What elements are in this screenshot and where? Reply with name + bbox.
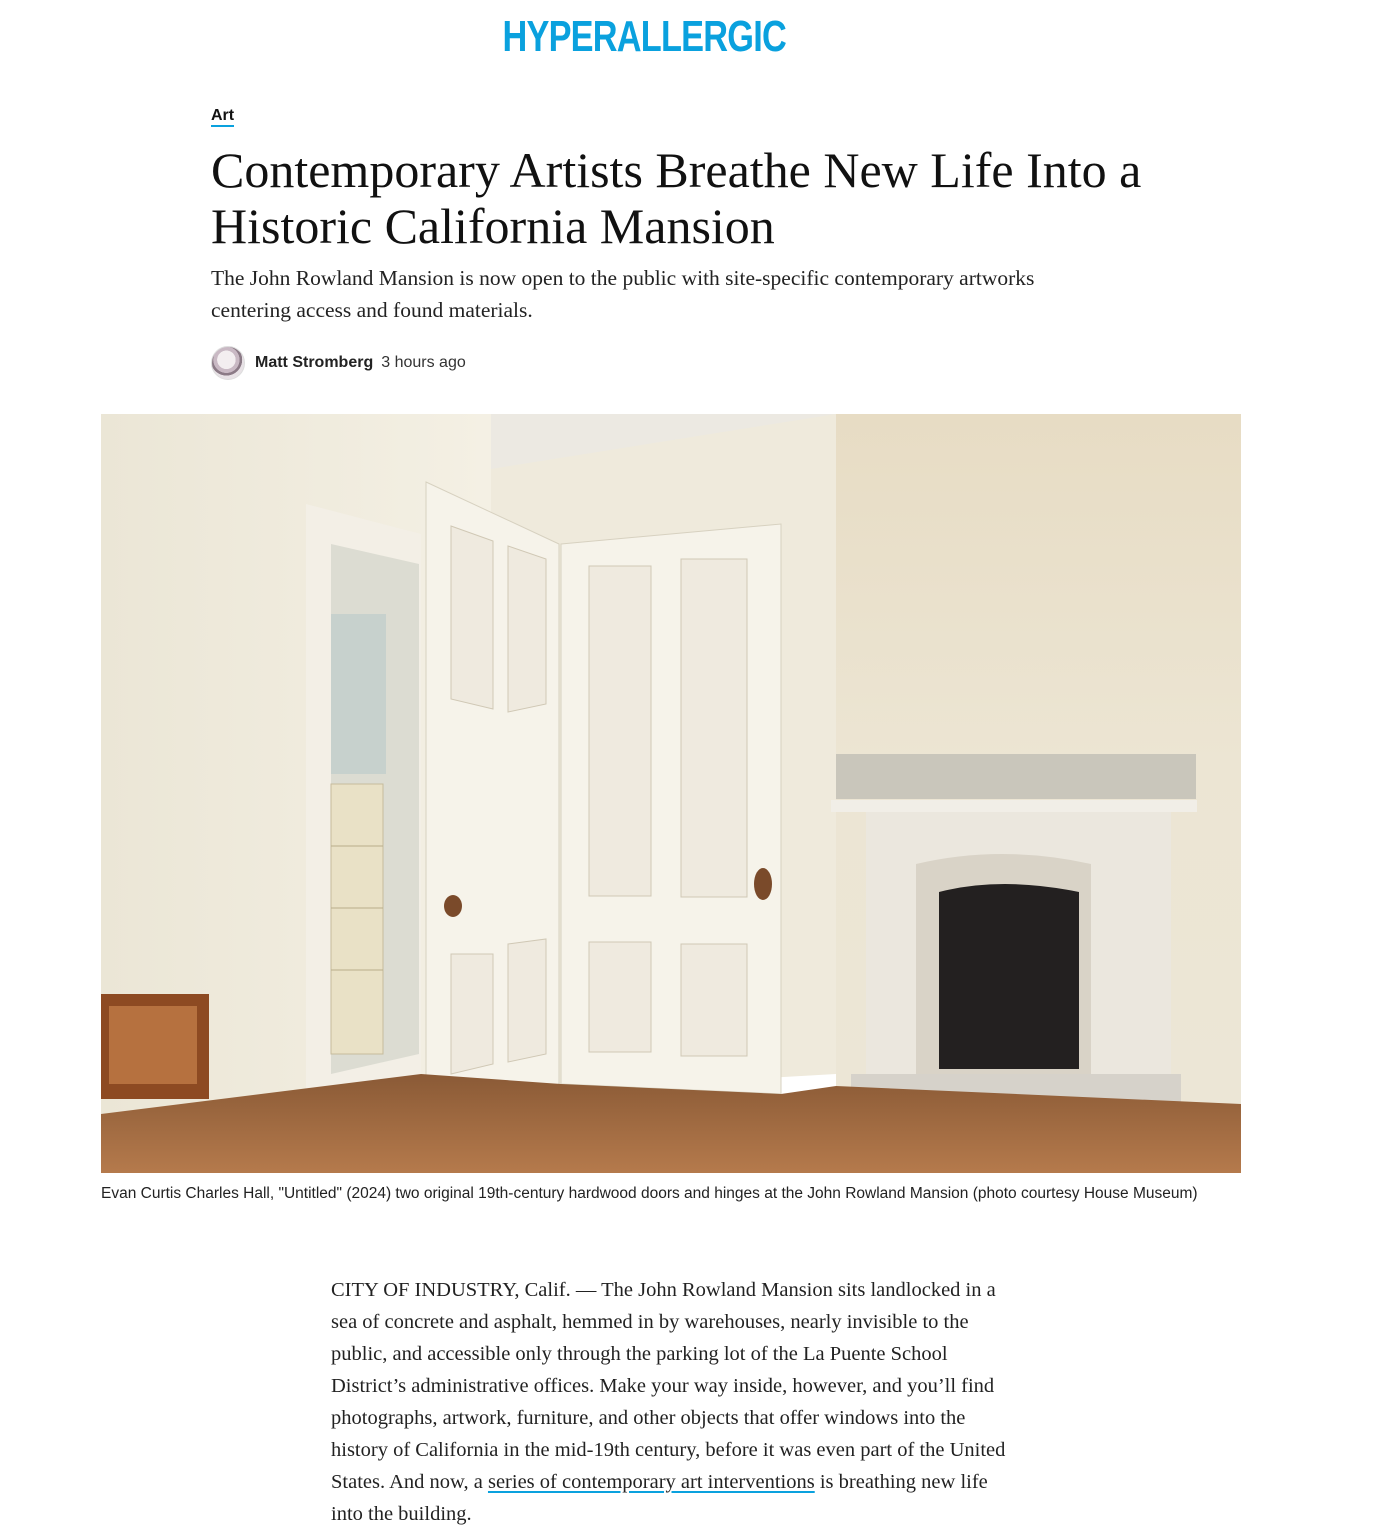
article-headline: Contemporary Artists Breathe New Life Into a Historic California Mansion (211, 142, 1142, 254)
article-dek: The John Rowland Mansion is now open to the public with site-specific contemporary artworks centering access and found materials. (211, 266, 1035, 322)
publish-time: 3 hours ago (381, 354, 466, 371)
author-link[interactable]: Matt Stromberg (255, 354, 374, 371)
site-logo[interactable]: HYPERALLERGIC (502, 12, 786, 61)
category-link[interactable]: Art (211, 107, 234, 127)
body-text-before-link: CITY OF INDUSTRY, Calif. — The John Rowland Mansion sits landlocked in a sea of concrete and asphalt, hemmed in by warehouses, nearly invisible to the public, and accessible only through the parking lot of the La Puente School District’s administrative offices. Make your way inside, however, and you’ll find photographs, artwork, furniture, and other objects that offer windows into the history of California in the mid-19th century, before it was even part of the United States. And now, a (331, 1279, 1006, 1493)
body-text-after-link: is breathing new life into the building. (331, 1471, 988, 1525)
article-body-paragraph (331, 1274, 1011, 1530)
byline (211, 345, 466, 381)
author-avatar[interactable] (211, 346, 245, 380)
body-inline-link[interactable]: series of contemporary art interventions (487, 1471, 815, 1493)
hero-image (101, 414, 1241, 1173)
image-caption: Evan Curtis Charles Hall, "Untitled" (2024) two original 19th-century hardwood doors and hinges at the John Rowland Mansion (photo courtesy House Museum) (101, 1185, 1198, 1202)
